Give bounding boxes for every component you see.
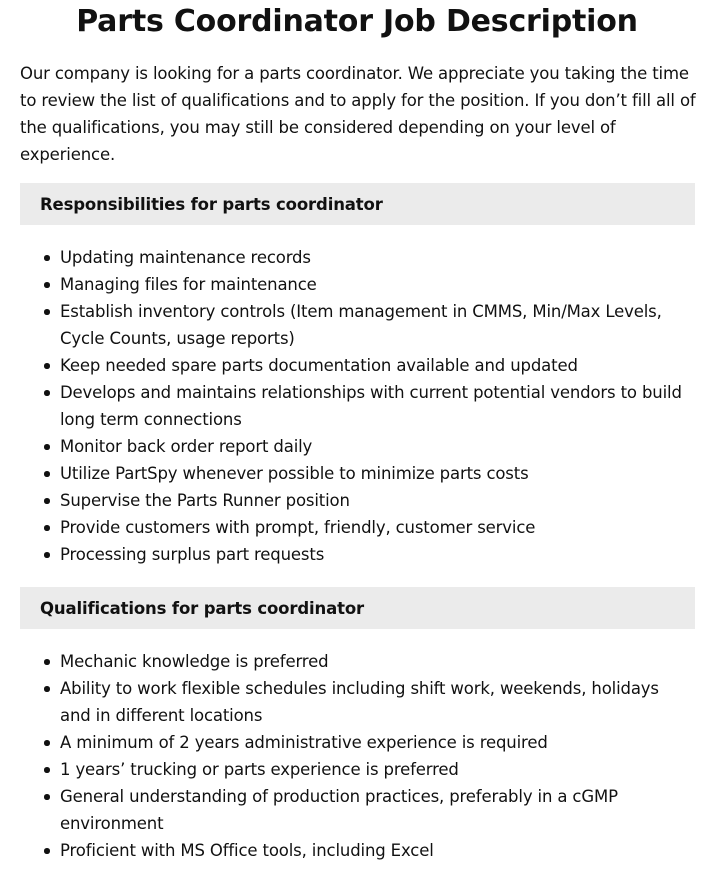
responsibilities-list [20,244,690,568]
list-item: Keep needed spare parts documentation available and updated [60,352,690,379]
list-item: Updating maintenance records [60,244,690,271]
list-item: Processing surplus part requests [60,541,690,568]
list-item: Provide customers with prompt, friendly, customer service [60,514,690,541]
list-item: Ability to work flexible schedules including shift work, weekends, holidays and in different locations [60,675,690,729]
qualifications-list [20,648,690,864]
list-item: General understanding of production practices, preferably in a cGMP environment [60,783,690,837]
list-item: Mechanic knowledge is preferred [60,648,690,675]
list-item: Utilize PartSpy whenever possible to minimize parts costs [60,460,690,487]
list-item: 1 years’ trucking or parts experience is preferred [60,756,690,783]
qualifications-heading: Qualifications for parts coordinator [20,587,695,629]
list-item: Supervise the Parts Runner position [60,487,690,514]
list-item: Develops and maintains relationships with current potential vendors to build long term connections [60,379,690,433]
responsibilities-heading: Responsibilities for parts coordinator [20,183,695,225]
intro-paragraph: Our company is looking for a parts coordinator. We appreciate you taking the time to review the list of qualifications and to apply for the position. If you don’t fill all of the qualifications, you may still be considered depending on your level of experience. [20,64,696,164]
list-item: A minimum of 2 years administrative experience is required [60,729,690,756]
list-item: Monitor back order report daily [60,433,690,460]
list-item: Establish inventory controls (Item management in CMMS, Min/Max Levels, Cycle Counts, usage reports) [60,298,690,352]
page-title: Parts Coordinator Job Description [76,4,638,39]
list-item: Proficient with MS Office tools, including Excel [60,837,690,864]
list-item: Managing files for maintenance [60,271,690,298]
